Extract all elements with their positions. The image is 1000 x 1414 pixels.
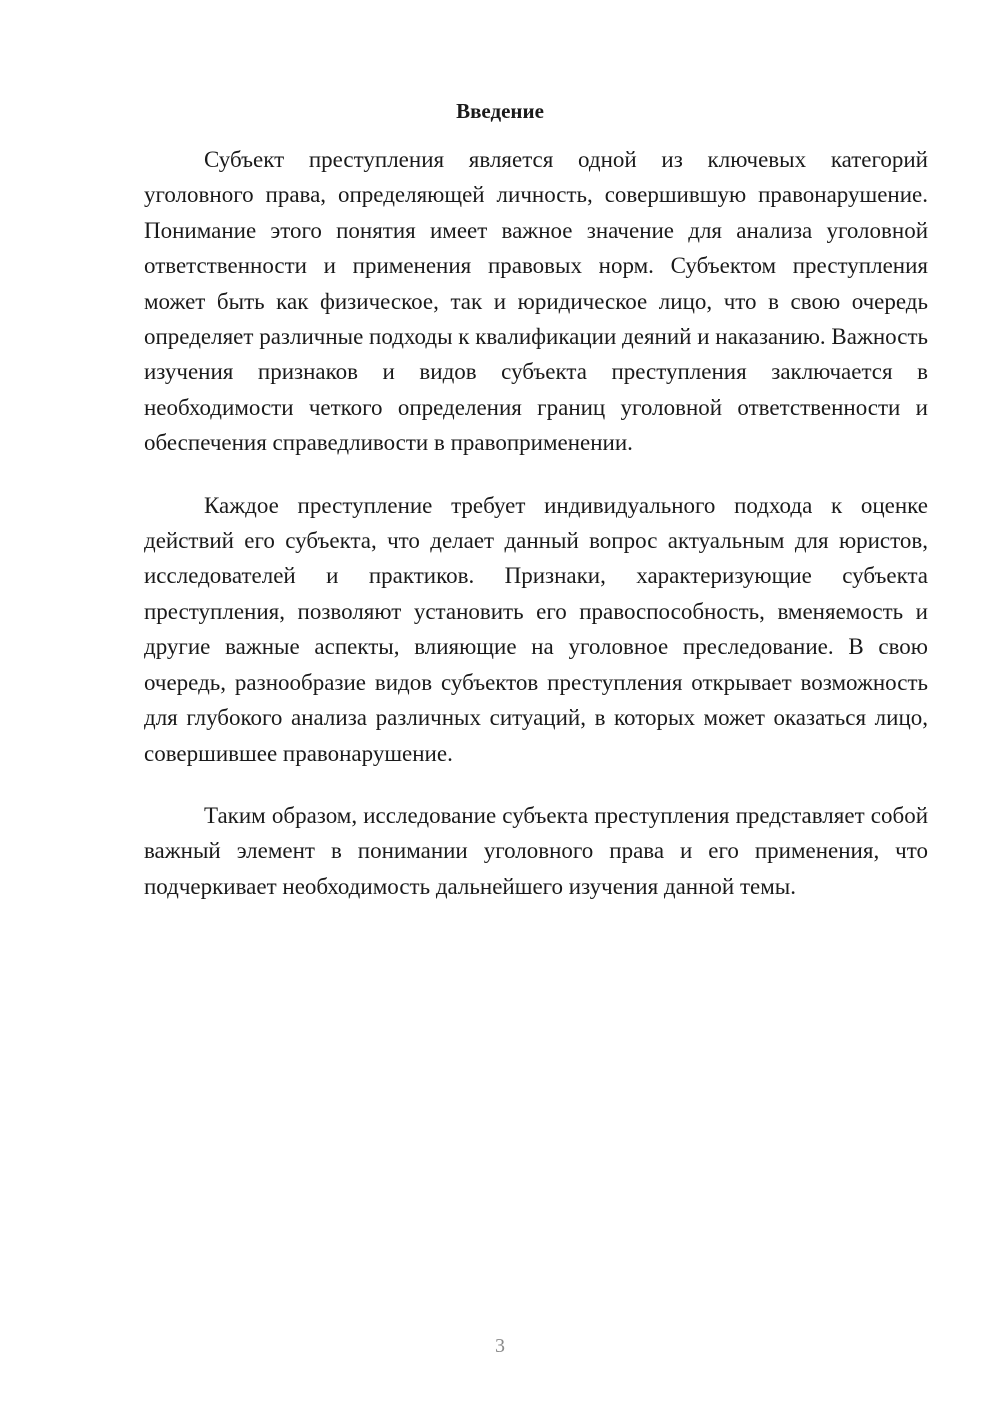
body-text [144, 142, 928, 931]
paragraph-2: Каждое преступление требует индивидуального подхода к оценке действий его субъекта, что делает данный вопрос актуальным для юристов, исследователей и практиков. Признаки, характеризующие субъекта преступления, позволяют установить его правоспособность, вменяемость и другие важные аспекты, влияющие на уголовное преследование. В свою очередь, разнообразие видов субъектов преступления открывает возможность для глубокого анализа различных ситуаций, в которых может оказаться лицо, совершившее правонарушение. [144, 492, 928, 766]
paragraph-1: Субъект преступления является одной из ключевых категорий уголовного права, определяющей личность, совершившую правонарушение. Понимание этого понятия имеет важное значение для анализа уголовной ответственности и применения правовых норм. Субъектом преступления может быть как физическое, так и юридическое лицо, что в свою очередь определяет различные подходы к квалификации деяний и наказанию. Важность изучения признаков и видов субъекта преступления заключается в необходимости четкого определения границ уголовной ответственности и обеспечения справедливости в правоприменении. [144, 147, 928, 456]
section-heading: Введение [456, 99, 544, 123]
paragraph-3: Таким образом, исследование субъекта преступления представляет собой важный элемент в понимании уголовного права и его применения, что подчеркивает необходимость дальнейшего изучения данной темы. [144, 802, 928, 899]
page-number: 3 [495, 1335, 505, 1357]
